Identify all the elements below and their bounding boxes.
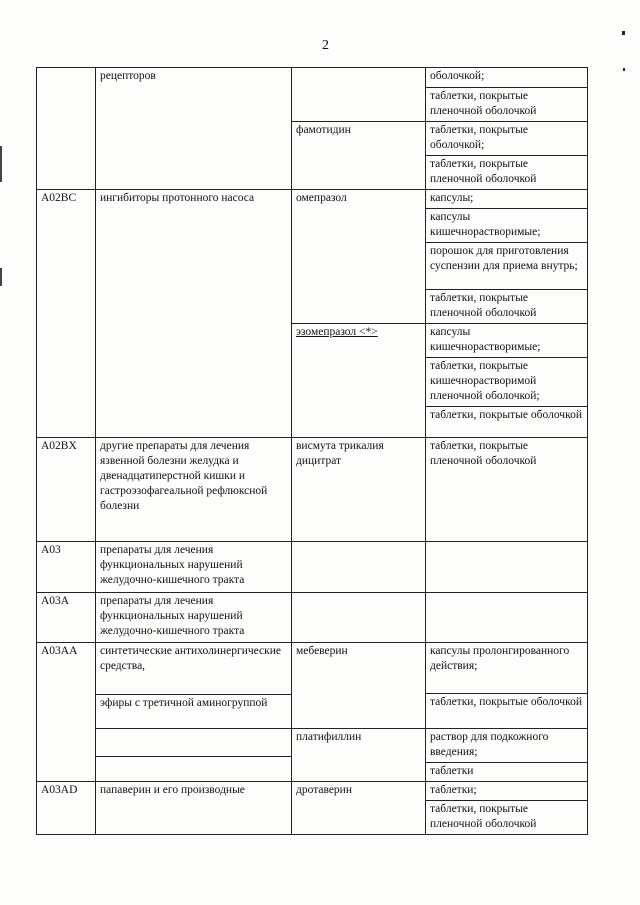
drug-cell: эзомепразол <*> xyxy=(292,324,426,438)
form-cell: капсулы; xyxy=(426,190,588,209)
table-row xyxy=(37,68,588,88)
form-cell: капсулы пролонгированного действия; xyxy=(426,643,588,694)
group-cell: препараты для лечения функциональных нарушений желудочно-кишечного тракта xyxy=(96,542,292,593)
form-cell: капсулы кишечнорастворимые; xyxy=(426,324,588,358)
form-cell xyxy=(426,593,588,643)
form-cell: таблетки, покрытые пленочной оболочкой xyxy=(426,290,588,324)
drug-cell: омепразол xyxy=(292,190,426,324)
drug-table xyxy=(36,67,588,835)
form-cell: капсулы кишечнорастворимые; xyxy=(426,209,588,243)
scan-speck xyxy=(622,31,625,35)
drug-cell: платифиллин xyxy=(292,729,426,782)
form-cell: таблетки, покрытые оболочкой xyxy=(426,694,588,729)
code-cell: A02BC xyxy=(37,190,96,438)
group-cell: другие препараты для лечения язвенной болезни желудка и двенадцатиперстной кишки и гастроэзофагеальной рефлюксной болезни xyxy=(96,438,292,542)
form-cell: таблетки xyxy=(426,763,588,782)
table-row xyxy=(37,190,588,209)
drug-cell xyxy=(292,68,426,122)
group-cell xyxy=(96,757,292,782)
code-cell: A03A xyxy=(37,593,96,643)
form-cell: таблетки, покрытые пленочной оболочкой xyxy=(426,88,588,122)
table-row xyxy=(37,782,588,801)
group-cell: препараты для лечения функциональных нарушений желудочно-кишечного тракта xyxy=(96,593,292,643)
form-cell xyxy=(426,542,588,593)
form-cell: таблетки, покрытые пленочной оболочкой xyxy=(426,801,588,835)
drug-cell: дротаверин xyxy=(292,782,426,835)
form-cell: таблетки; xyxy=(426,782,588,801)
form-cell: оболочкой; xyxy=(426,68,588,88)
form-cell: таблетки, покрытые пленочной оболочкой xyxy=(426,156,588,190)
table-row xyxy=(37,438,588,542)
form-cell: раствор для подкожного введения; xyxy=(426,729,588,763)
code-cell: A03 xyxy=(37,542,96,593)
page-number: 2 xyxy=(322,38,329,53)
form-cell: таблетки, покрытые оболочкой; xyxy=(426,122,588,156)
group-cell: рецепторов xyxy=(96,68,292,190)
group-cell: эфиры с третичной аминогруппой xyxy=(96,695,292,729)
scan-speck xyxy=(623,68,625,71)
code-cell: A03AD xyxy=(37,782,96,835)
form-cell: таблетки, покрытые пленочной оболочкой xyxy=(426,438,588,542)
table-row xyxy=(37,542,588,593)
code-cell xyxy=(37,68,96,190)
code-cell: A03AA xyxy=(37,643,96,782)
form-cell: таблетки, покрытые оболочкой xyxy=(426,407,588,438)
group-cell: ингибиторы протонного насоса xyxy=(96,190,292,438)
drug-cell: висмута трикалия дицитрат xyxy=(292,438,426,542)
drug-cell xyxy=(292,593,426,643)
table-row xyxy=(37,593,588,643)
group-cell xyxy=(96,729,292,757)
code-cell: A02BX xyxy=(37,438,96,542)
scan-edge-mark xyxy=(0,146,2,182)
form-cell: порошок для приготовления суспензии для приема внутрь; xyxy=(426,243,588,290)
drug-cell: мебеверин xyxy=(292,643,426,729)
form-cell: таблетки, покрытые кишечнорастворимой пленочной оболочкой; xyxy=(426,358,588,407)
group-cell: синтетические антихолинергические средства, xyxy=(96,643,292,695)
drug-cell: фамотидин xyxy=(292,122,426,190)
scan-edge-mark xyxy=(0,268,2,286)
group-cell: папаверин и его производные xyxy=(96,782,292,835)
table-row xyxy=(37,729,588,757)
table-row xyxy=(37,643,588,694)
drug-cell xyxy=(292,542,426,593)
